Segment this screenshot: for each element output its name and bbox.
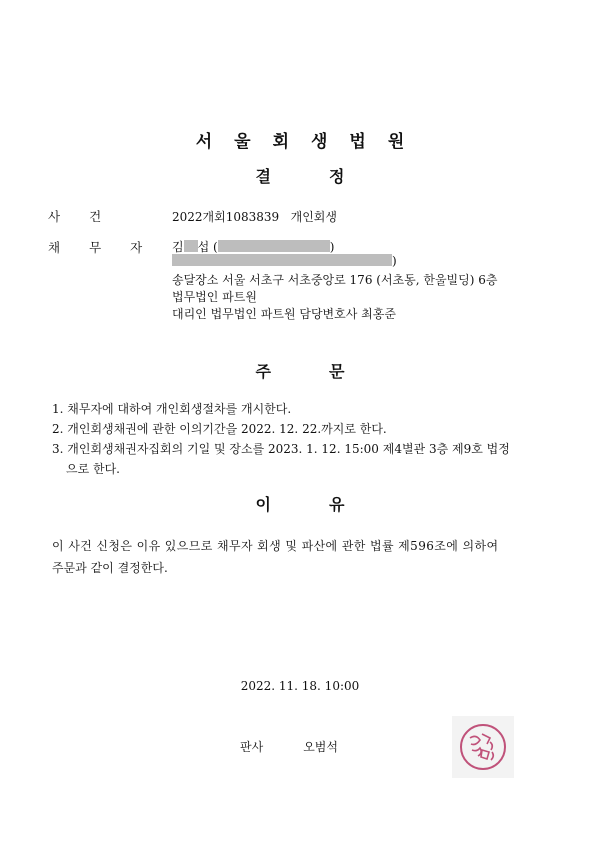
document-title: 결정 xyxy=(255,167,403,186)
case-label: 사건 xyxy=(48,209,131,224)
decision-date: 2022. 11. 18. 10:00 xyxy=(240,679,360,693)
judge-line xyxy=(240,738,338,755)
debtor-name-prefix: 김 xyxy=(172,240,184,254)
order-heading: 주문 xyxy=(255,362,403,381)
reason-line-1: 이 사건 신청은 이유 있으므로 채무자 회생 및 파산에 관한 법률 제596조에 의하여 xyxy=(52,539,499,553)
open-paren: ( xyxy=(213,240,218,254)
case-number-text: 2022개회1083839 xyxy=(172,210,280,224)
case-type: 개인회생 xyxy=(290,210,337,224)
law-firm: 법무법인 파트원 xyxy=(172,290,257,304)
service-address: 송달장소 서울 서초구 서초중앙로 176 (서초동, 한울빌딩) 6층 xyxy=(172,273,498,287)
judge-seal-icon xyxy=(452,716,514,778)
order-item-1: 1. 채무자에 대하여 개인회생절차를 개시한다. xyxy=(52,402,292,416)
debtor-name-line xyxy=(172,238,334,255)
redacted-id xyxy=(218,240,330,252)
attorney: 대리인 법무법인 파트원 담당변호사 최홍준 xyxy=(172,307,396,321)
order-item-3: 3. 개인회생채권자집회의 기일 및 장소를 2023. 1. 12. 15:00 제4별관 3층 제9호 법정 xyxy=(52,442,510,456)
judge-name: 오범석 xyxy=(303,740,338,754)
redacted-name xyxy=(184,240,198,252)
reason-line-2: 주문과 같이 결정한다. xyxy=(52,561,168,575)
order-item-3-cont: 으로 한다. xyxy=(66,462,120,476)
debtor-label: 채무자 xyxy=(48,240,172,255)
reason-heading: 이유 xyxy=(255,495,403,514)
redacted-address xyxy=(172,254,392,266)
debtor-address-line xyxy=(172,254,397,268)
address-close-paren: ) xyxy=(392,254,397,268)
order-item-2: 2. 개인회생채권에 관한 이의기간을 2022. 12. 22.까지로 한다. xyxy=(52,422,387,436)
case-number xyxy=(172,208,337,225)
judge-title: 판사 xyxy=(240,740,264,754)
debtor-name-suffix: 섭 xyxy=(197,240,210,254)
court-name: 서울회생법원 xyxy=(195,132,427,152)
close-paren: ) xyxy=(329,240,335,254)
